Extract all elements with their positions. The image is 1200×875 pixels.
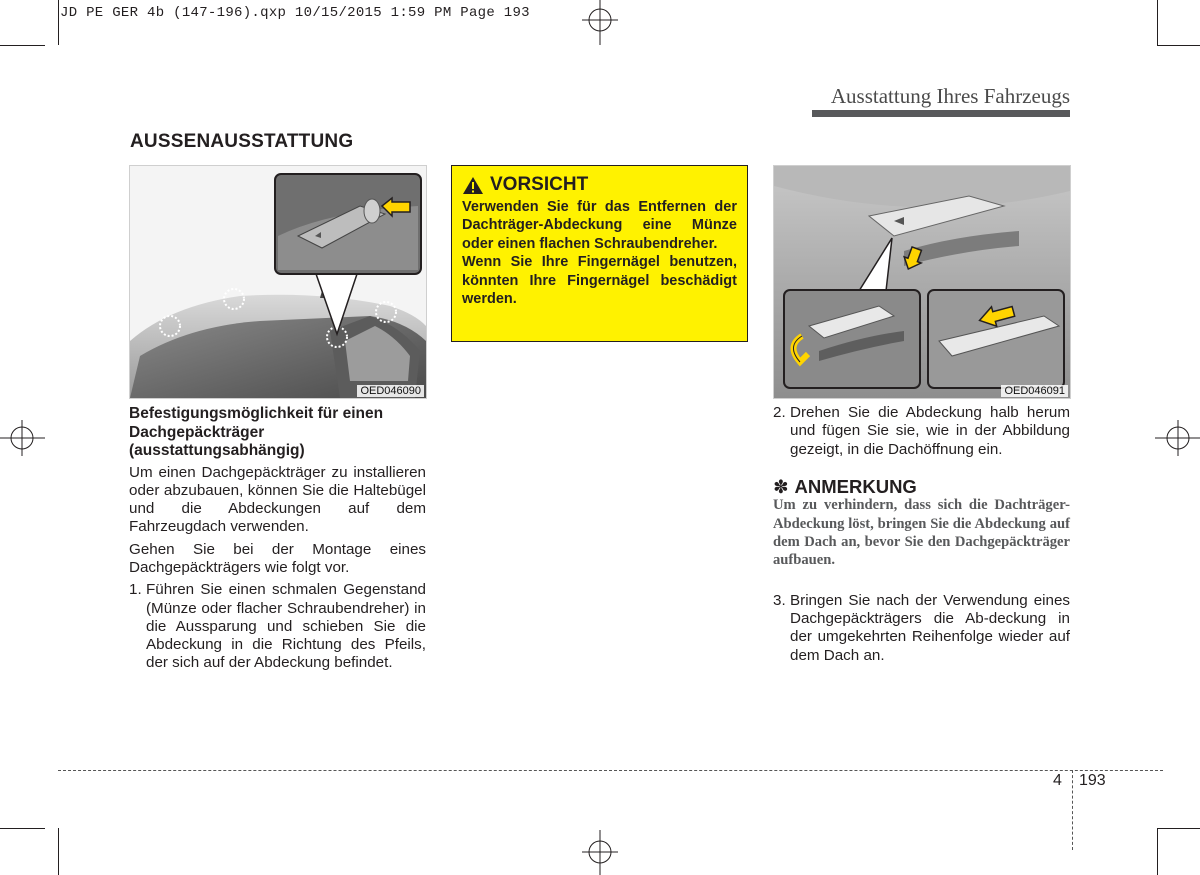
roof-illustration xyxy=(130,166,426,398)
caution-paragraph: Wenn Sie Ihre Fingernägel benutzen, könnten Ihre Fingernägel beschädigt werden. xyxy=(462,254,737,308)
left-column xyxy=(129,405,426,673)
list-item xyxy=(773,592,1070,665)
figure-roof-cover-location xyxy=(129,165,427,399)
right-column xyxy=(773,404,1070,665)
list-item xyxy=(773,404,1070,459)
figure-cover-rotation xyxy=(773,165,1071,399)
chapter-number: 4 xyxy=(1053,772,1062,789)
chapter-title: Ausstattung Ihres Fahrzeugs xyxy=(830,84,1070,108)
subheading: Befestigungsmöglichkeit für einen Dachgepäckträger (ausstattungsabhängig) xyxy=(129,405,384,459)
cover-illustration xyxy=(774,166,1070,398)
list-item xyxy=(129,581,426,672)
registration-mark-top xyxy=(580,0,620,45)
step-text: Drehen Sie die Abdeckung halb herum und fügen Sie sie, wie in der Abbildung gezeigt, in die Dachöffnung ein. xyxy=(790,404,1070,458)
step-number: 3. xyxy=(773,591,786,609)
warning-triangle-icon xyxy=(462,176,484,195)
body-paragraph: Um einen Dachgepäckträger zu installieren oder abzubauen, können Sie die Haltebügel und die Abdeckungen auf dem Fahrzeugdach verwenden. xyxy=(129,463,426,536)
registration-mark-bottom xyxy=(580,830,620,875)
body-paragraph: Gehen Sie bei der Montage eines Dachgepäckträgers wie folgt vor. xyxy=(129,540,426,576)
figure-code: OED046091 xyxy=(1001,385,1068,397)
note-symbol: ✽ xyxy=(773,475,789,497)
step-number: 2. xyxy=(773,404,786,421)
print-slug: JD PE GER 4b (147-196).qxp 10/15/2015 1:59 PM Page 193 xyxy=(60,5,530,21)
note-heading xyxy=(773,475,1070,497)
caution-heading xyxy=(462,174,737,196)
chapter-rule xyxy=(812,110,1070,117)
registration-mark-right xyxy=(1155,418,1200,458)
step-text: Führen Sie einen schmalen Gegenstand (Münze oder flacher Schraubendreher) in die Aussparung und schieben Sie die Abdeckung in die Richtung des Pfeils, der sich auf der Abdeckung befindet. xyxy=(146,581,426,672)
caution-paragraph: Verwenden Sie für das Entfernen der Dachträger-Abdeckung eine Münze oder einen flachen Schraubendreher. xyxy=(462,199,737,252)
caution-box xyxy=(451,165,748,342)
footer-separator xyxy=(1072,770,1073,850)
note-text: Um zu verhindern, dass sich die Dachträger-Abdeckung löst, bringen Sie die Abdeckung auf dem Dach an, bevor Sie den Dachgepäckträger aufbauen. xyxy=(773,497,1070,569)
step-text: Bringen Sie nach der Verwendung eines Dachgepäckträgers die Ab-deckung in der umgekehrten Reihenfolge wieder auf dem Dach an. xyxy=(790,591,1070,664)
caution-title: VORSICHT xyxy=(490,174,589,195)
figure-code: OED046090 xyxy=(357,385,424,397)
registration-mark-left xyxy=(0,418,45,458)
note-title: ANMERKUNG xyxy=(794,475,917,497)
page-number: 193 xyxy=(1079,772,1106,789)
step-number: 1. xyxy=(129,581,142,599)
section-heading: AUSSENAUSSTATTUNG xyxy=(130,131,354,152)
footer-rule xyxy=(58,770,1163,771)
